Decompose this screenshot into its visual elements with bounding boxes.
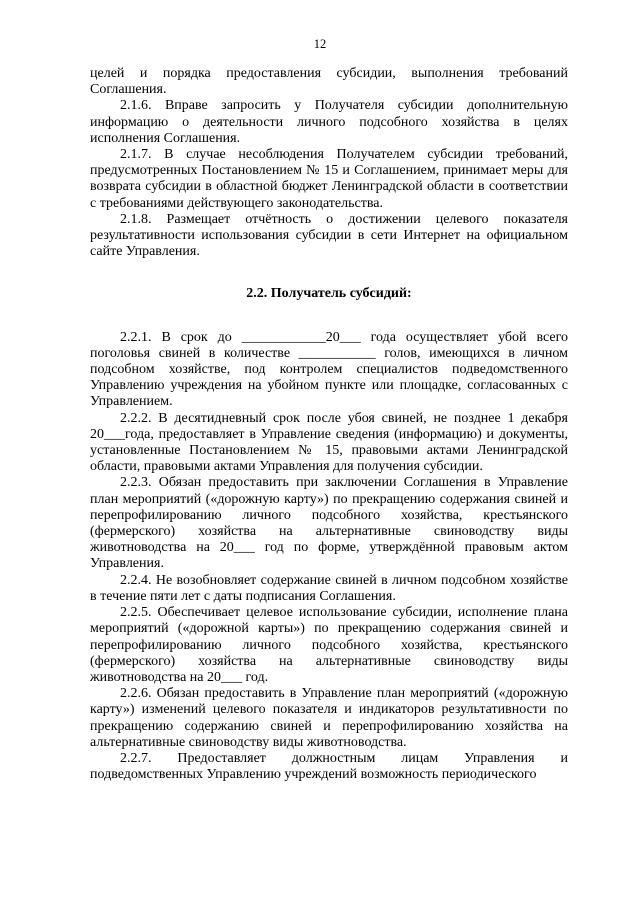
paragraph-continuation: целей и порядка предоставления субсидии, выполнения требований Соглашения. [90, 66, 568, 98]
document-body [90, 66, 568, 783]
paragraph-2-1-7: 2.1.7. В случае несоблюдения Получателем субсидии требований, предусмотренных Постановлением № 15 и Соглашением, принимает меры для возврата субсидии в областной бюджет Ленинградской области в соответствии с требованиями действующего законодательства. [90, 147, 568, 211]
paragraph-2-1-8: 2.1.8. Размещает отчётность о достижении целевого показателя результативности использования субсидии в сети Интернет на официальном сайте Управления. [90, 211, 568, 260]
paragraph-2-2-3: 2.2.3. Обязан предоставить при заключении Соглашения в Управление план мероприятий («дорожную карту») по прекращению содержания свиней и перепрофилированию личного подсобного хозяйства, крестьянского (фермерского) хозяйства на альтернативные свиноводству виды животноводства на 20___ год по форме, утверждённой правовым актом Управления. [90, 475, 568, 572]
paragraph-2-1-6: 2.1.6. Вправе запросить у Получателя субсидии дополнительную информацию о деятельности личного подсобного хозяйства в целях исполнения Соглашения. [90, 98, 568, 146]
paragraph-2-2-2: 2.2.2. В десятидневный срок после убоя свиней, не позднее 1 декабря 20___года, предоставляет в Управление сведения (информацию) и документы, установленные Постановлением № 15, правовыми актами Ленинградской области, правовыми актами Управления для получения субсидии. [90, 410, 568, 475]
paragraph-2-2-5: 2.2.5. Обеспечивает целевое использование субсидии, исполнение плана мероприятий («дорожной карты») по прекращению содержания свиней и перепрофилированию личного подсобного хозяйства, крестьянского (фермерского) хозяйства на альтернативные свиноводству виды животноводства на 20___ год. [90, 605, 568, 685]
page-number: 12 [313, 37, 327, 51]
paragraph-2-2-1: 2.2.1. В срок до ____________20___ года осуществляет убой всего поголовья свиней в количестве ___________ голов, имеющихся в личном подсобном хозяйстве, под контролем специалистов подведомственного Управлению учреждения на убойном пункте или площадке, согласованных с Управлением. [90, 329, 568, 410]
paragraph-2-2-6: 2.2.6. Обязан предоставить в Управление план мероприятий («дорожную карту») изменений целевого показателя и индикаторов результативности по прекращению содержанию свиней и перепрофилированию хозяйства на альтернативные свиноводству виды животноводства. [90, 686, 568, 750]
paragraph-2-2-4: 2.2.4. Не возобновляет содержание свиней в личном подсобном хозяйстве в течение пяти лет с даты подписания Соглашения. [90, 572, 568, 604]
section-heading: 2.2. Получатель субсидий: [246, 286, 412, 302]
paragraph-2-2-7: 2.2.7. Предоставляет должностным лицам Управления и подведомственных Управлению учреждений возможность периодического [90, 750, 568, 783]
